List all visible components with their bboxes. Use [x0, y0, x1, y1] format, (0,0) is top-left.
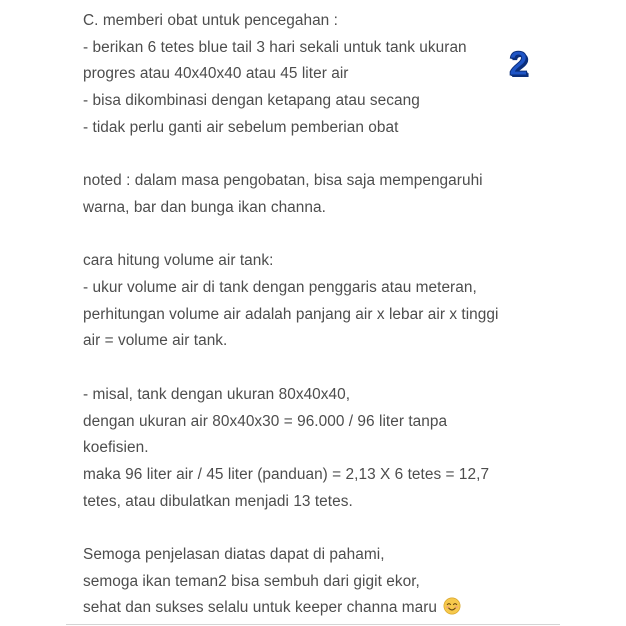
section-c-line: - tidak perlu ganti air sebelum pemberian obat — [83, 118, 399, 136]
bottom-divider — [66, 624, 560, 625]
section-c-line: progres atau 40x40x40 atau 45 liter air — [83, 65, 349, 83]
smiling-face-icon — [443, 597, 461, 615]
page-number-badge: 2 — [509, 45, 528, 83]
closing-line: semoga ikan teman2 bisa sembuh dari gigit ekor, — [83, 572, 420, 590]
volume-heading: cara hitung volume air tank: — [83, 252, 274, 270]
paragraph-gap — [83, 222, 553, 249]
example-line: dengan ukuran air 80x40x30 = 96.000 / 96 liter tanpa — [83, 412, 448, 430]
note-line: warna, bar dan bunga ikan channa. — [83, 198, 326, 216]
example-line: tetes, atau dibulatkan menjadi 13 tetes. — [83, 492, 353, 510]
paragraph-gap — [83, 142, 553, 169]
paragraph-gap — [83, 355, 553, 382]
volume-line: air = volume air tank. — [83, 332, 228, 350]
article-text — [83, 8, 553, 622]
section-c-line: - berikan 6 tetes blue tail 3 hari sekali untuk tank ukuran — [83, 38, 467, 56]
section-c-line: - bisa dikombinasi dengan ketapang atau secang — [83, 92, 420, 110]
note-line: noted : dalam masa pengobatan, bisa saja mempengaruhi — [83, 172, 483, 190]
section-c-heading: C. memberi obat untuk pencegahan : — [83, 12, 338, 29]
volume-line: perhitungan volume air adalah panjang air x lebar air x tinggi — [83, 305, 499, 323]
example-line: maka 96 liter air / 45 liter (panduan) = 2,13 X 6 tetes = 12,7 — [83, 465, 490, 483]
closing-line-with-emoji — [83, 595, 553, 622]
paragraph-gap — [83, 515, 553, 542]
example-line: koefisien. — [83, 439, 149, 457]
closing-line-text: sehat dan sukses selalu untuk keeper channa maru — [83, 599, 438, 617]
volume-line: - ukur volume air di tank dengan penggaris atau meteran, — [83, 279, 477, 296]
example-line: - misal, tank dengan ukuran 80x40x40, — [83, 385, 351, 403]
closing-line: Semoga penjelasan diatas dapat di pahami, — [83, 546, 385, 563]
